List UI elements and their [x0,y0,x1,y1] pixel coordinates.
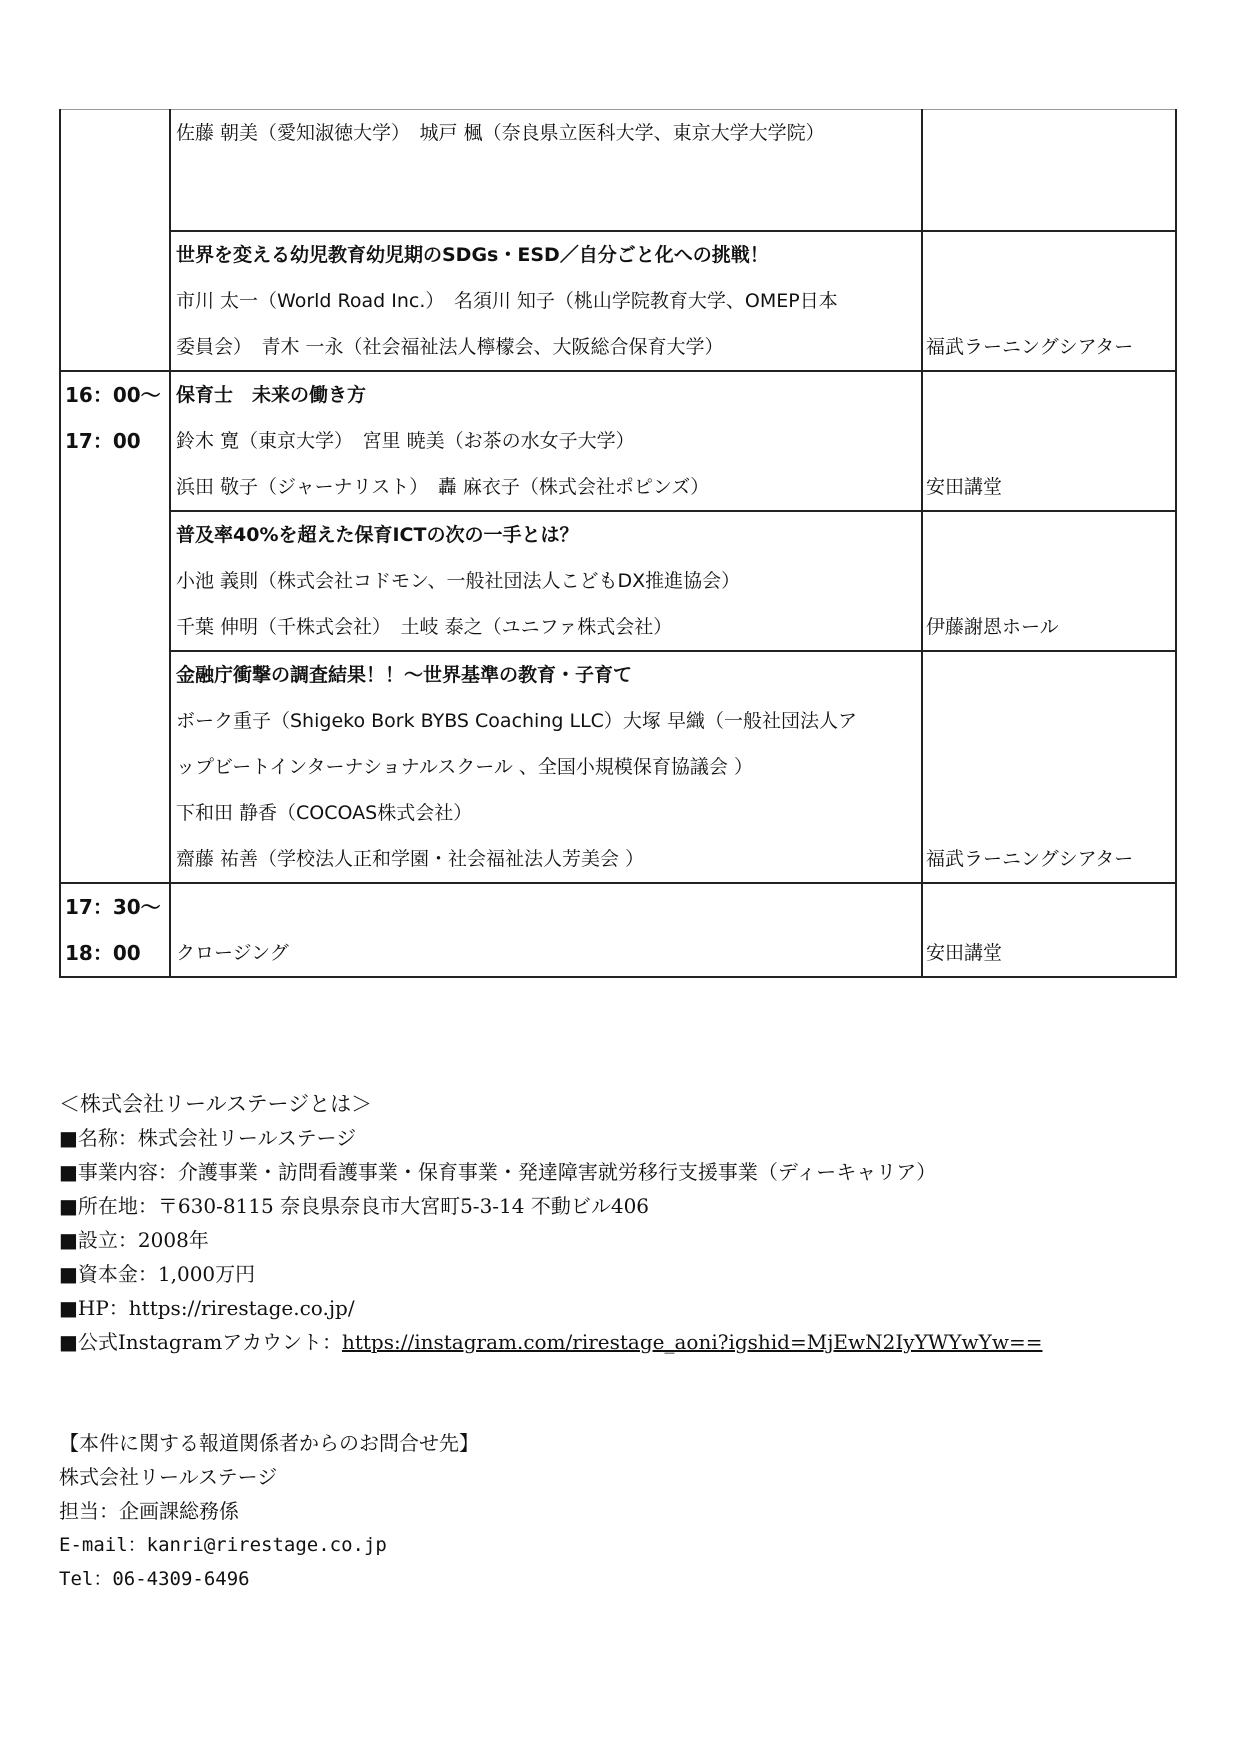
company-address: ■所在地：〒630-8115 奈良県奈良市大宮町5-3-14 不動ビル406 [59,1194,650,1218]
contact-tel: Tel：06-4309-6496 [59,1568,250,1590]
schedule-table [59,109,1177,978]
company-heading: ＜株式会社リールステージとは＞ [59,1092,373,1116]
time-cell [60,883,170,977]
instagram-label: ■公式Instagramアカウント： [59,1330,342,1354]
company-founded: ■設立：2008年 [59,1228,209,1252]
venue-cell [922,371,1176,511]
session-cell [170,110,922,232]
venue-name: 伊藤謝恩ホール [926,616,1059,638]
schedule-row [60,883,1176,977]
speakers-line: 千葉 伸明（千株式会社） 土岐 泰之（ユニファ株式会社） [176,616,673,638]
speakers-line: 小池 義則（株式会社コドモン、一般社団法人こどもDX推進協会） [176,570,741,592]
venue-cell [922,883,1176,977]
time-end: 18：00 [65,941,141,965]
time-start: 16：00～ [65,383,161,407]
schedule-row [60,371,1176,511]
schedule-row [60,511,1176,651]
speakers-line: 佐藤 朝美（愛知淑徳大学） 城戸 楓（奈良県立医科大学、東京大学大学院） [176,122,825,144]
speakers-line: 鈴木 寛（東京大学） 宮里 暁美（お茶の水女子大学） [176,430,635,452]
speakers-line: 市川 太一（World Road Inc.） 名須川 知子（桃山学院教育大学、OMEP日本 [176,290,838,312]
spacer-line [171,202,921,230]
venue-cell [922,110,1176,232]
contact-company: 株式会社リールステージ [59,1465,278,1489]
schedule-row [60,231,1176,371]
venue-name: 安田講堂 [926,476,1003,498]
company-name: ■名称：株式会社リールステージ [59,1126,357,1150]
company-business: ■事業内容：介護事業・訪問看護事業・保育事業・発達障害就労移行支援事業（ディーキャリア） [59,1160,937,1184]
session-cell [170,651,922,883]
contact-person: 担当：企画課総務係 [59,1499,239,1523]
spacer-line [171,156,921,202]
contact-heading: 【本件に関する報道関係者からのお問合せ先】 [59,1431,479,1455]
venue-name: 福武ラーニングシアター [926,336,1134,358]
company-hp: ■HP：https://rirestage.co.jp/ [59,1296,355,1320]
company-info [59,1087,1173,1359]
session-title: 金融庁衝撃の調査結果！！～世界基準の教育・子育て [176,664,633,686]
venue-cell [922,231,1176,371]
press-contact [59,1426,1173,1596]
company-instagram [59,1325,1173,1359]
speakers-line: 齋藤 祐善（学校法人正和学園・社会福祉法人芳美会 ） [176,848,645,870]
company-capital: ■資本金：1,000万円 [59,1262,256,1286]
contact-email[interactable]: E-mail：kanri@rirestage.co.jp [59,1534,387,1556]
session-title: 世界を変える幼児教育幼児期のSDGs・ESD／自分ごと化への挑戦！ [176,244,769,266]
time-start: 17：30～ [65,895,161,919]
session-cell [170,883,922,977]
session-title: 普及率40%を超えた保育ICTの次の一手とは？ [176,524,579,546]
speakers-line: 下和田 静香（COCOAS株式会社） [176,802,473,824]
session-title: 保育士 未来の働き方 [176,384,367,406]
session-title: クロージング [176,942,289,964]
schedule-row [60,110,1176,232]
venue-cell [922,651,1176,883]
speakers-line: ボーク重子（Shigeko Bork BYBS Coaching LLC）大塚 早織（一般社団法人ア [176,710,857,732]
schedule-row [60,651,1176,883]
instagram-link[interactable]: https://instagram.com/rirestage_aoni?igshid=MjEwN2IyYWYwYw== [341,1330,1043,1354]
time-cell [60,110,170,372]
venue-name: 安田講堂 [926,942,1003,964]
time-end: 17：00 [65,429,141,453]
speakers-line: 浜田 敬子（ジャーナリスト） 轟 麻衣子（株式会社ポピンズ） [176,476,710,498]
venue-cell [922,511,1176,651]
session-cell [170,511,922,651]
speakers-line: 委員会） 青木 一永（社会福祉法人檸檬会、大阪総合保育大学） [176,336,724,358]
venue-name: 福武ラーニングシアター [926,848,1134,870]
session-cell [170,231,922,371]
speakers-line: ップビートインターナショナルスクール 、全国小規模保育協議会 ） [176,756,753,778]
session-cell [170,371,922,511]
time-cell [60,371,170,883]
